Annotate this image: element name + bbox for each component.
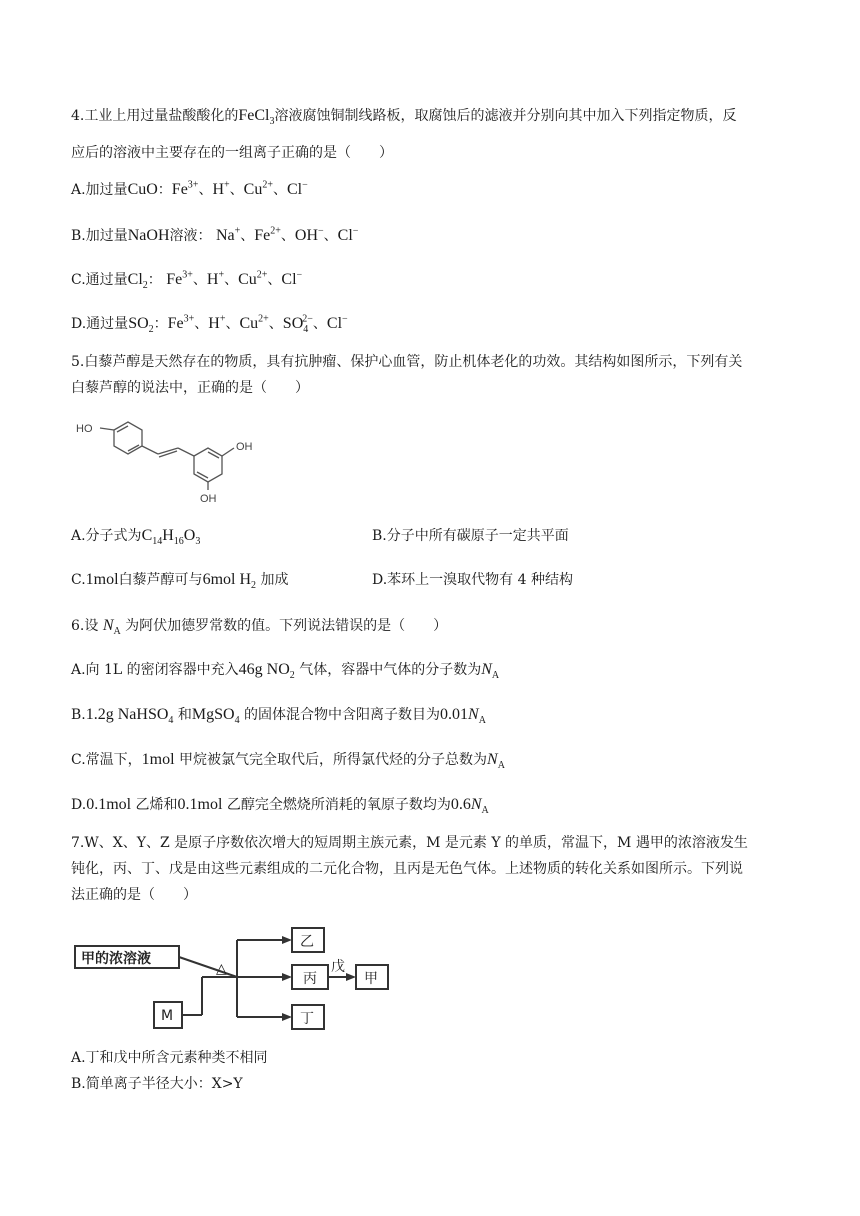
q7-conversion-diagram: [70, 920, 400, 1040]
q5-option-b: B.分子中所有碳原子一定共平面: [372, 528, 569, 544]
q6-option-b: B.1.2g NaHSO$_4$ 和MgSO$_4$ 的固体混合物中含阳离子数目为$0.01N_A$: [71, 706, 486, 727]
svg-text:丙: 丙: [303, 971, 317, 987]
oh-label-bottom: OH: [200, 493, 217, 505]
q4-option-b: B.加过量NaOH溶液： Na+、$Fe^{2+}$、OH−、Cl−: [71, 225, 359, 244]
q4-option-a: A.加过量CuO：$Fe^{3+}$、H+、$Cu^{2+}$、Cl−: [71, 179, 308, 198]
q6-option-c: C.常温下，1mol 甲烷被氯气完全取代后，所得氯代烃的分子总数为$N_A$: [71, 751, 505, 772]
resveratrol-structure-figure: [70, 418, 270, 506]
svg-text:甲的浓溶液: 甲的浓溶液: [81, 951, 151, 967]
q7-stem-line2: 钝化，丙、丁、戊是由这些元素组成的二元化合物，且丙是无色气体。上述物质的转化关系如图所示。下列说: [71, 861, 743, 877]
svg-text:乙: 乙: [300, 934, 314, 950]
q4-option-d: D.通过量$SO_2$：$Fe^{3+}$、H+、$Cu^{2+}$、$SO_4^{2-}$、Cl−: [71, 313, 348, 336]
q6-stem: 6.设 $N_A$ 为阿伏加德罗常数的值。下列说法错误的是（ ）: [71, 617, 448, 638]
q5-option-d: D.苯环上一溴取代物有 4 种结构: [372, 572, 573, 588]
svg-text:M: M: [161, 1008, 174, 1024]
q7-stem-line1: 7.W、X、Y、Z 是原子序数依次增大的短周期主族元素，M 是元素 Y 的单质，常温下，M 遇甲的浓溶液发生: [71, 835, 748, 851]
q7-option-a: A.丁和戊中所含元素种类不相同: [71, 1050, 268, 1066]
q7-stem-line3: 法正确的是（ ）: [71, 887, 197, 903]
q6-option-d: D.0.1mol 乙烯和0.1mol 乙醇完全燃烧所消耗的氧原子数均为$0.6N_A$: [71, 796, 489, 817]
q5-stem-line1: 5.白藜芦醇是天然存在的物质，具有抗肿瘤、保护心血管，防止机体老化的功效。其结构如图所示，下列有关: [71, 354, 743, 370]
q5-stem-line2: 白藜芦醇的说法中，正确的是（ ）: [71, 380, 309, 396]
q5-option-a: A.分子式为$C_{14}H_{16}O_3$: [71, 527, 201, 548]
label-wu: 戊: [331, 959, 345, 975]
q5-option-c: C.1mol白藜芦醇可与6mol $H_2$ 加成: [71, 571, 289, 592]
svg-text:丁: 丁: [300, 1011, 314, 1027]
q4-stem-line1: 4.工业上用过量盐酸酸化的FeCl$_3$溶液腐蚀铜制线路板，取腐蚀后的滤液并分别向其中加入下列指定物质，反: [71, 107, 737, 128]
q4-option-c: C.通过量$Cl_2$： $Fe^{3+}$、H+、$Cu^{2+}$、Cl−: [71, 269, 303, 292]
q4-stem-line2: 应后的溶液中主要存在的一组离子正确的是（ ）: [71, 145, 393, 161]
svg-text:甲: 甲: [364, 971, 378, 987]
oh-label-right: OH: [236, 441, 253, 453]
heat-symbol: △: [216, 961, 227, 977]
ho-label: HO: [76, 423, 93, 435]
q7-option-b: B.简单离子半径大小：X>Y: [71, 1076, 243, 1092]
q6-option-a: A.向 1L 的密闭容器中充入46g $NO_2$ 气体，容器中气体的分子数为$N_A$: [71, 661, 500, 682]
